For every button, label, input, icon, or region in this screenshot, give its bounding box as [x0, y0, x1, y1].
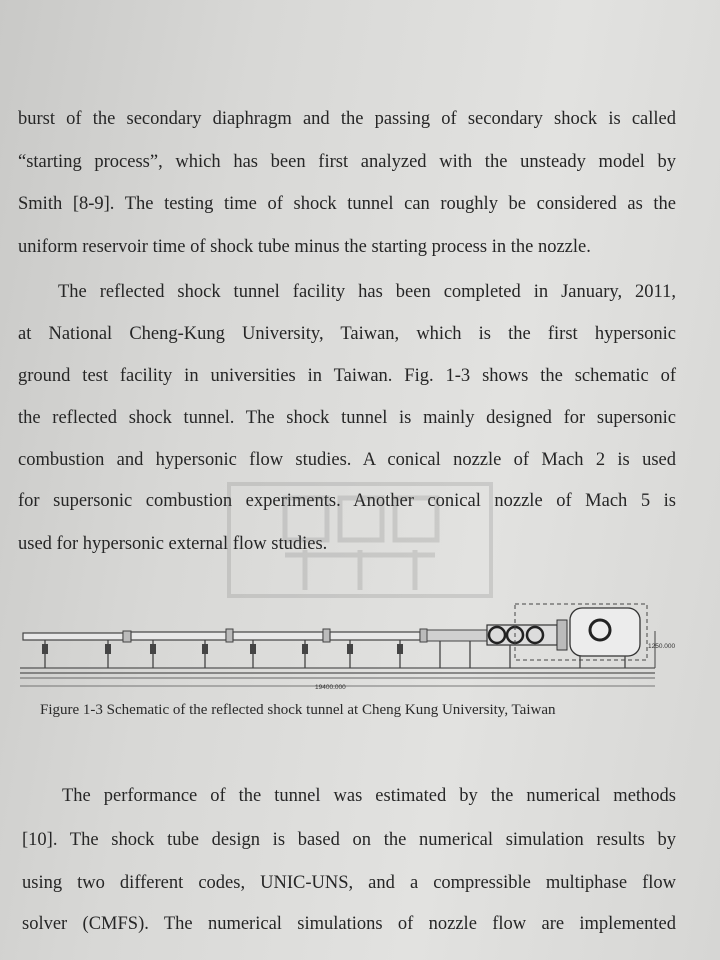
text-line: combustion and hypersonic flow studies. A conical nozzle of Mach 2 is used: [18, 450, 676, 470]
figure-caption: Figure 1-3 Schematic of the reflected shock tunnel at Cheng Kung University, Taiwan: [40, 702, 556, 718]
text-line: The performance of the tunnel was estimated by the numerical methods: [62, 786, 676, 806]
height-dimension-label: 1250.000: [648, 643, 676, 650]
text-line: [10]. The shock tube design is based on the numerical simulation results by: [22, 830, 676, 850]
length-dimension-label: 19400.000: [315, 684, 346, 691]
text-line: for supersonic combustion experiments. Another conical nozzle of Mach 5 is: [18, 491, 676, 511]
text-line: solver (CMFS). The numerical simulations of nozzle flow are implemented: [22, 914, 676, 934]
text-line: at National Cheng-Kung University, Taiwan, which is the first hypersonic: [18, 324, 676, 344]
text-line: The reflected shock tunnel facility has been completed in January, 2011,: [58, 282, 676, 302]
text-line: “starting process”, which has been first analyzed with the unsteady model by: [18, 152, 676, 172]
text-line: uniform reservoir time of shock tube minus the starting process in the nozzle.: [18, 237, 591, 257]
text-line: ground test facility in universities in Taiwan. Fig. 1-3 shows the schematic of: [18, 366, 676, 386]
shock-tunnel-schematic: [15, 596, 695, 696]
text-line: burst of the secondary diaphragm and the passing of secondary shock is called: [18, 109, 676, 129]
text-line: used for hypersonic external flow studies.: [18, 534, 328, 554]
text-line: using two different codes, UNIC-UNS, and a compressible multiphase flow: [22, 873, 676, 893]
text-line: the reflected shock tunnel. The shock tunnel is mainly designed for supersonic: [18, 408, 676, 428]
text-line: Smith [8-9]. The testing time of shock tunnel can roughly be considered as the: [18, 194, 676, 214]
